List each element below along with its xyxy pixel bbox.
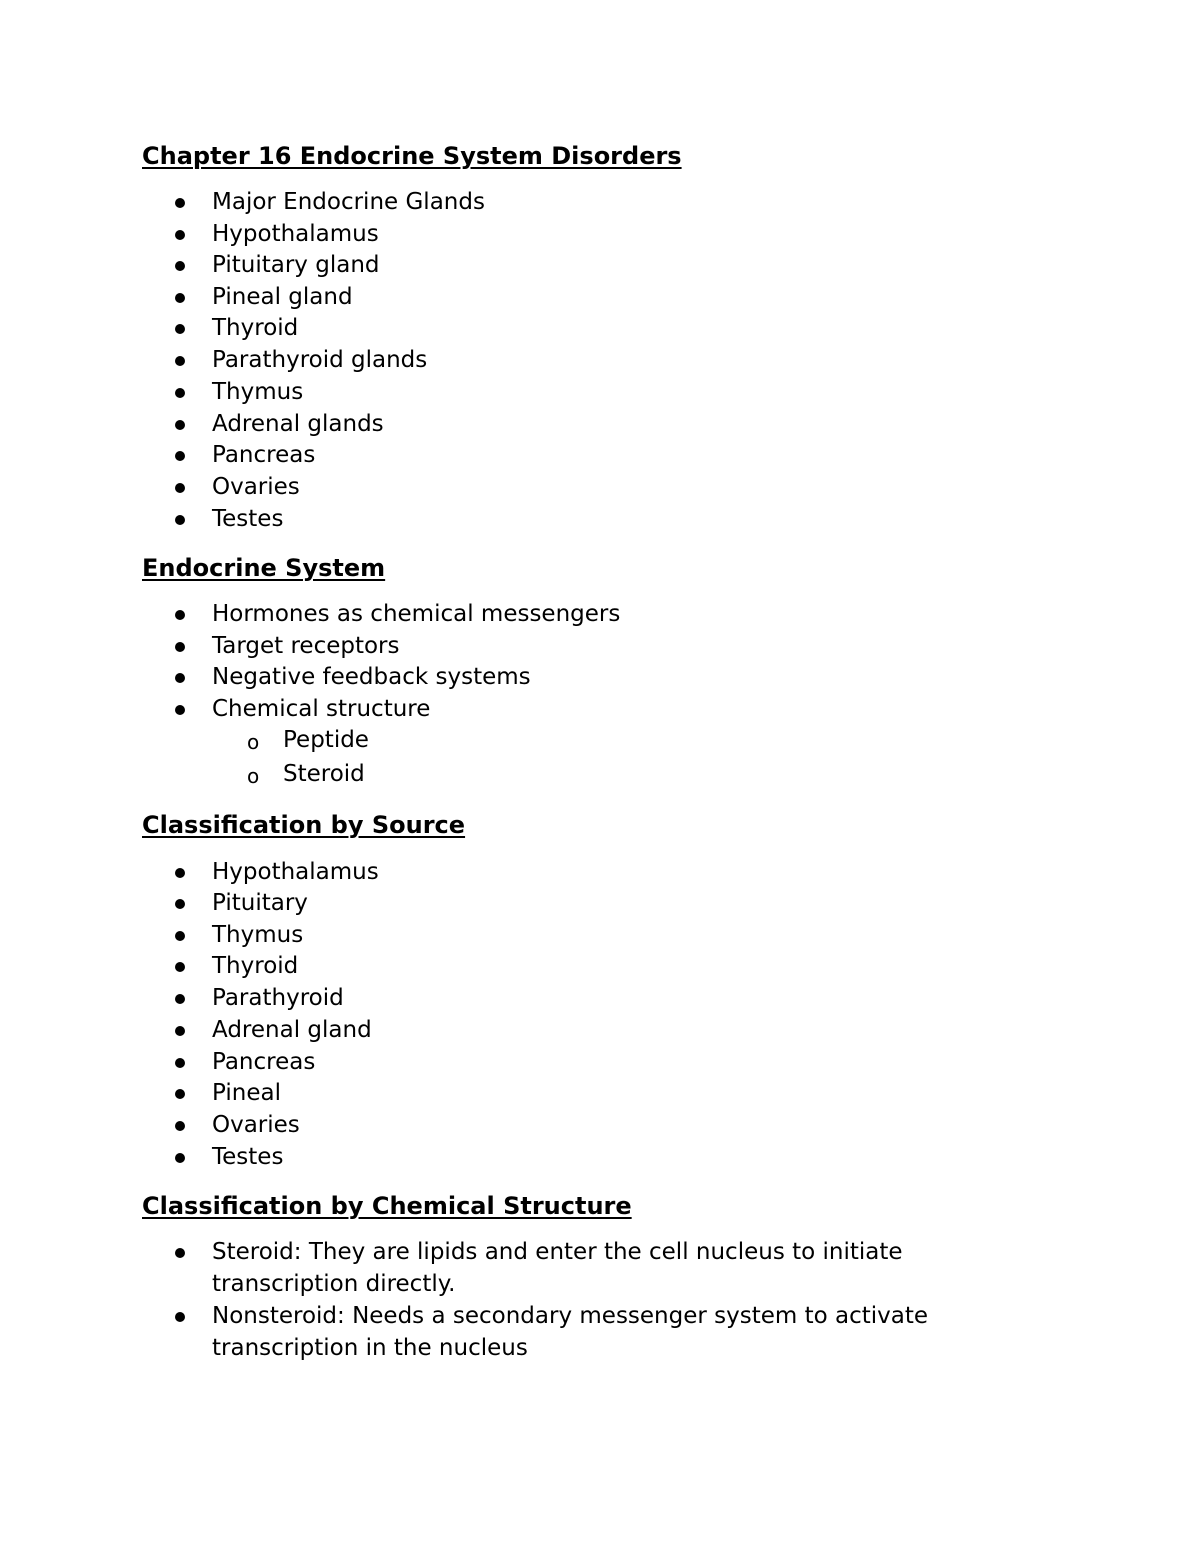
bullet-icon (175, 1121, 185, 1131)
bullet-icon (175, 610, 185, 620)
bullet-icon (175, 324, 185, 334)
list-item: Negative feedback systems (212, 664, 531, 690)
bullet-icon (175, 1153, 185, 1163)
bullet-icon (175, 705, 185, 715)
bullet-icon (175, 261, 185, 271)
list-item: Thymus (212, 922, 304, 948)
bullet-icon (175, 198, 185, 208)
list-item: Target receptors (212, 633, 400, 659)
list-item: Pituitary (212, 890, 308, 916)
bullet-icon (175, 962, 185, 972)
bullet-icon (175, 388, 185, 398)
bullet-icon (175, 230, 185, 240)
list-item: Major Endocrine Glands (212, 189, 485, 215)
list-item: Steroid: They are lipids and enter the cell nucleus to initiate transcription directly. (212, 1239, 903, 1297)
list-item: Pancreas (212, 442, 316, 468)
bullet-icon (175, 994, 185, 1004)
list-item: Chemical structure (212, 696, 431, 722)
bullet-icon (175, 1058, 185, 1068)
list-item: Adrenal glands (212, 411, 384, 437)
section-heading-classification-by-source: Classification by Source (142, 811, 466, 839)
bullet-icon (175, 483, 185, 493)
sub-bullet-icon: o (247, 764, 260, 788)
list-item: Nonsteroid: Needs a secondary messenger system to activate transcription in the nucleus (212, 1303, 929, 1361)
bullet-icon (175, 931, 185, 941)
section-heading-classification-by-chemical-structure: Classification by Chemical Structure (142, 1192, 632, 1220)
sub-list-item: Peptide (283, 727, 369, 753)
list-item: Ovaries (212, 474, 300, 500)
list-item: Hormones as chemical messengers (212, 601, 621, 627)
list-item: Pineal (212, 1080, 281, 1106)
bullet-icon (175, 293, 185, 303)
list-item: Testes (212, 1144, 284, 1170)
list-item: Pineal gland (212, 284, 353, 310)
bullet-icon (175, 1026, 185, 1036)
bullet-icon (175, 1089, 185, 1099)
bullet-icon (175, 673, 185, 683)
sub-list-item: Steroid (283, 761, 365, 787)
bullet-icon (175, 868, 185, 878)
bullet-icon (175, 451, 185, 461)
section-heading-chapter-16: Chapter 16 Endocrine System Disorders (142, 142, 682, 170)
list-item: Pituitary gland (212, 252, 380, 278)
list-item: Pancreas (212, 1049, 316, 1075)
bullet-icon (175, 420, 185, 430)
list-item: Thyroid (212, 315, 299, 341)
list-item: Hypothalamus (212, 859, 379, 885)
bullet-icon (175, 899, 185, 909)
bullet-icon (175, 1312, 185, 1322)
list-item: Ovaries (212, 1112, 300, 1138)
section-heading-endocrine-system: Endocrine System (142, 554, 386, 582)
list-item: Parathyroid glands (212, 347, 428, 373)
bullet-icon (175, 642, 185, 652)
list-item: Thymus (212, 379, 304, 405)
bullet-icon (175, 356, 185, 366)
list-item: Parathyroid (212, 985, 344, 1011)
list-item: Adrenal gland (212, 1017, 372, 1043)
sub-bullet-icon: o (247, 730, 260, 754)
list-item: Hypothalamus (212, 221, 379, 247)
list-item: Thyroid (212, 953, 299, 979)
bullet-icon (175, 515, 185, 525)
list-item: Testes (212, 506, 284, 532)
bullet-icon (175, 1248, 185, 1258)
